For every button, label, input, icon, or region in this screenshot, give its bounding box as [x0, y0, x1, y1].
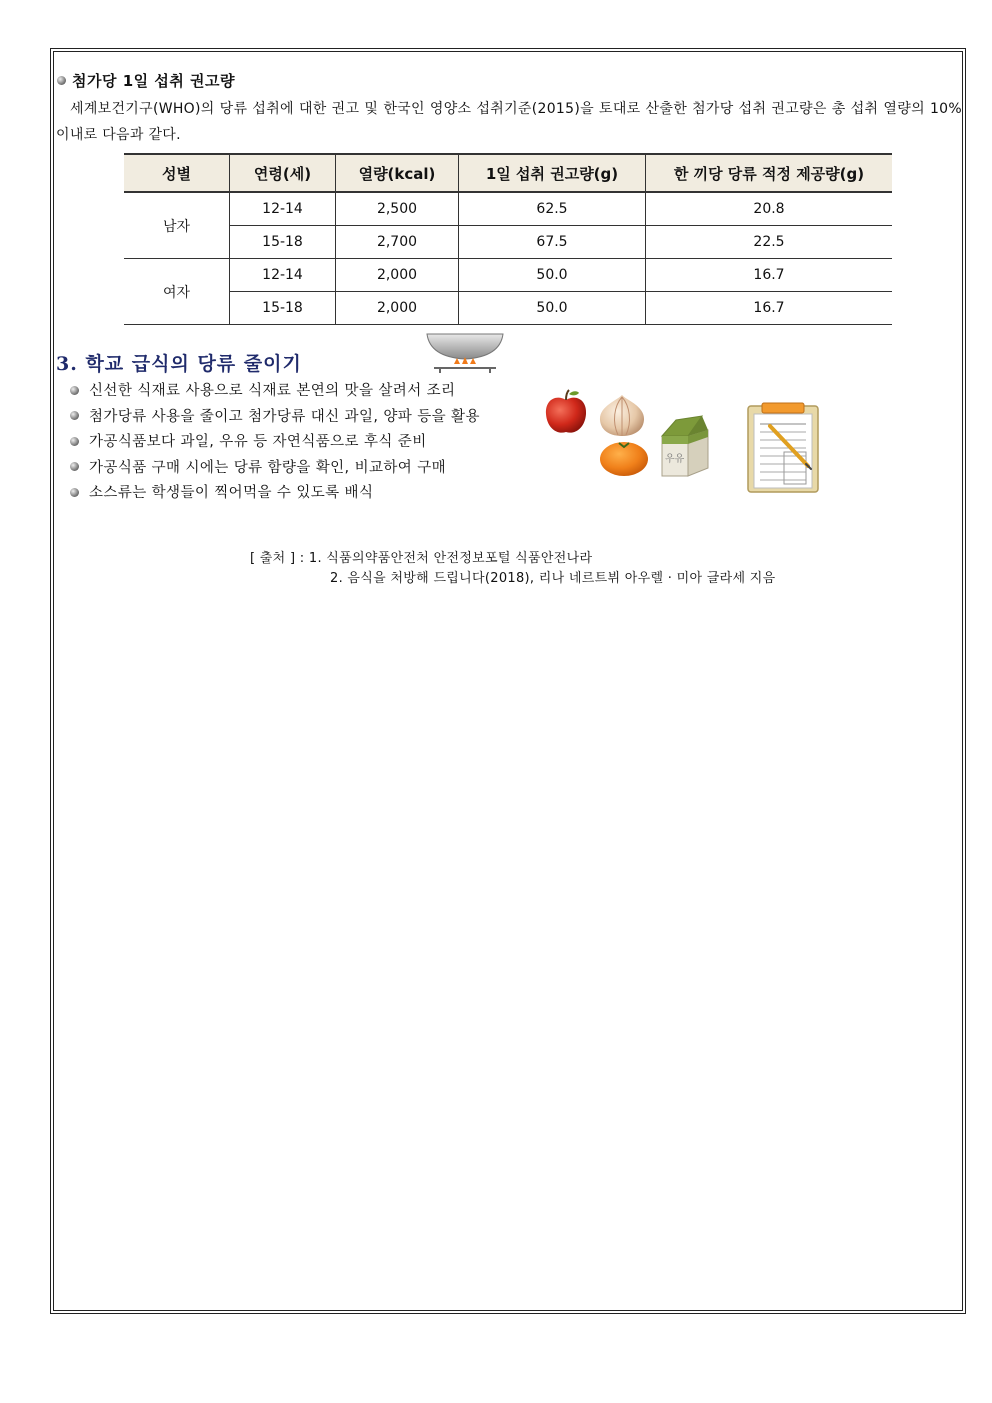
- table-header-cell: 열량(kcal): [336, 154, 459, 192]
- apple-icon: [542, 388, 590, 436]
- milk-label: 우유: [665, 454, 685, 465]
- bullet-icon: [70, 462, 79, 471]
- table-cell: 16.7: [646, 292, 893, 325]
- table-cell: 22.5: [646, 226, 893, 259]
- bullet-icon: [57, 76, 66, 85]
- table-cell: 50.0: [459, 259, 646, 292]
- table-cell: 50.0: [459, 292, 646, 325]
- table-cell: 15-18: [230, 226, 336, 259]
- table-row: [124, 292, 892, 325]
- table-row: [124, 259, 892, 292]
- table-header-cell: 성별: [124, 154, 230, 192]
- bullet-icon: [70, 437, 79, 446]
- source-line-1: [ 출처 ] : 1. 식품의약품안전처 안전정보포털 식품안전나라: [250, 551, 593, 566]
- subsection-title: 첨가당 1일 섭취 권고량: [72, 72, 236, 90]
- list-item: [70, 430, 480, 456]
- list-item-text: 신선한 식재료 사용으로 식재료 본연의 맛을 살려서 조리: [89, 383, 456, 399]
- intro-paragraph: 세계보건기구(WHO)의 당류 섭취에 대한 권고 및 한국인 영양소 섭취기준(2015)을 토대로 산출한 첨가당 섭취 권고량은 총 섭취 열량의 10% 이내로 다음과 같다.: [56, 101, 962, 143]
- table-header-cell: 한 끼당 당류 적정 제공량(g): [646, 154, 893, 192]
- table-cell: 62.5: [459, 192, 646, 226]
- sex-cell: 남자: [124, 192, 230, 259]
- bullet-icon: [70, 411, 79, 420]
- table-cell: 12-14: [230, 259, 336, 292]
- sugar-intake-table: [124, 153, 892, 325]
- table-row: [124, 192, 892, 226]
- table-header-cell: 1일 섭취 권고량(g): [459, 154, 646, 192]
- pot-on-stove-icon: [424, 331, 506, 375]
- bullet-icon: [70, 488, 79, 497]
- milk-carton-icon: [656, 414, 714, 480]
- tangerine-icon: [598, 438, 650, 478]
- table-cell: 67.5: [459, 226, 646, 259]
- list-item: [70, 456, 480, 482]
- table-header-row: [124, 154, 892, 192]
- bullet-icon: [70, 386, 79, 395]
- clipboard-icon: [746, 402, 820, 494]
- table-cell: 2,700: [336, 226, 459, 259]
- sex-cell: 여자: [124, 259, 230, 325]
- tips-list: [70, 379, 480, 507]
- subsection-heading: [57, 70, 235, 91]
- list-item: [70, 379, 480, 405]
- source-citation: [250, 549, 776, 589]
- list-item-text: 가공식품 구매 시에는 당류 함량을 확인, 비교하여 구매: [89, 459, 447, 476]
- list-item: [70, 481, 480, 507]
- source-line-2: 2. 음식을 처방해 드립니다(2018), 리나 네르트뷔 아우렐 · 미아 글라세 지음: [330, 571, 776, 586]
- table-cell: 15-18: [230, 292, 336, 325]
- list-item-text: 소스류는 학생들이 찍어먹을 수 있도록 배식: [89, 485, 374, 501]
- list-item-text: 가공식품보다 과일, 우유 등 자연식품으로 후식 준비: [89, 434, 427, 450]
- table-header-cell: 연령(세): [230, 154, 336, 192]
- table-cell: 20.8: [646, 192, 893, 226]
- onion-icon: [596, 392, 648, 438]
- table-row: [124, 226, 892, 259]
- table-cell: 12-14: [230, 192, 336, 226]
- list-item-text: 첨가당류 사용을 줄이고 첨가당류 대신 과일, 양파 등을 활용: [89, 408, 480, 425]
- section-3-title: 3. 학교 급식의 당류 줄이기: [56, 353, 302, 375]
- table-cell: 2,000: [336, 259, 459, 292]
- table-cell: 2,000: [336, 292, 459, 325]
- table-cell: 16.7: [646, 259, 893, 292]
- list-item: [70, 405, 480, 431]
- table-cell: 2,500: [336, 192, 459, 226]
